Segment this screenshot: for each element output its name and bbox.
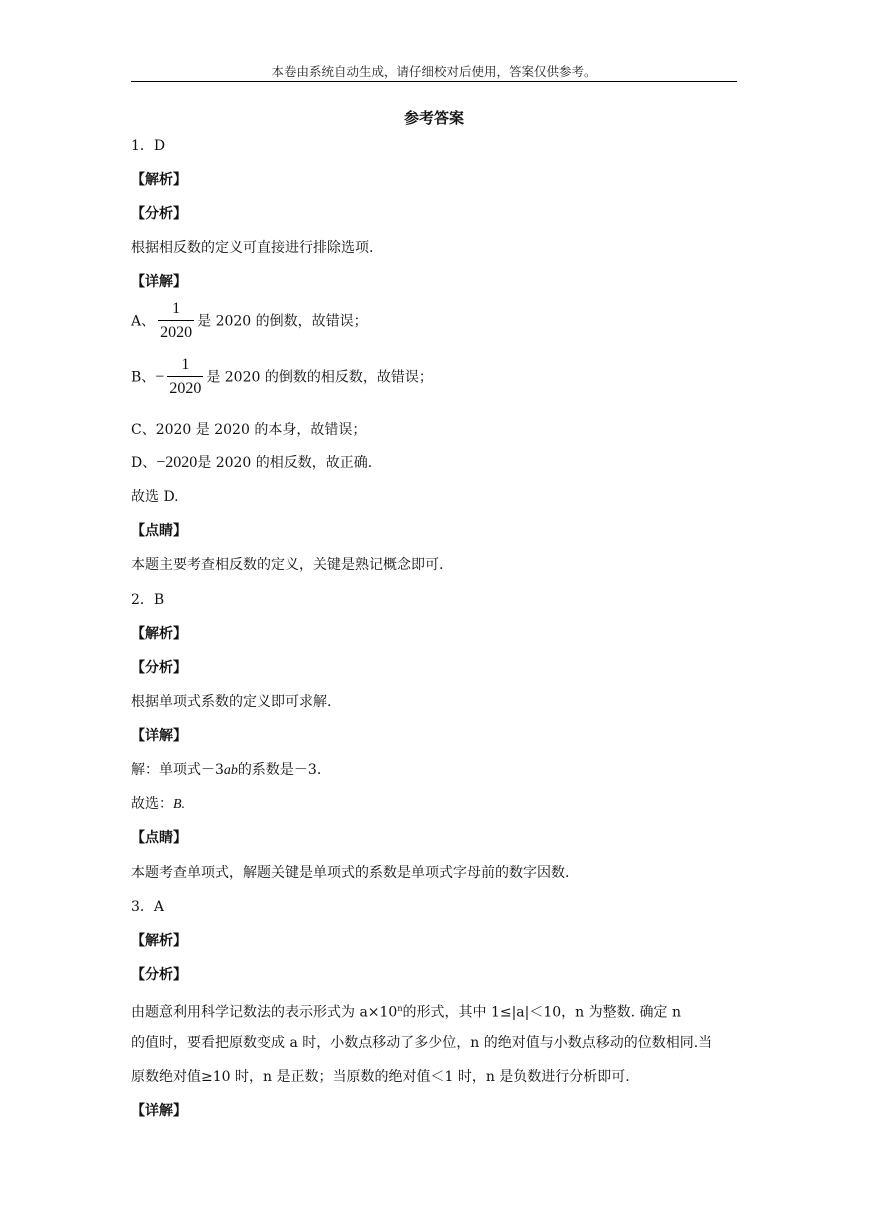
q1-option-b-fraction — [167, 354, 203, 401]
q1-option-d-prefix: D、 — [131, 455, 157, 471]
q2-analysis: 根据单项式系数的定义即可求解. — [131, 694, 332, 710]
q3-jiexi-tag: 【解析】 — [131, 933, 187, 949]
q1-option-a-text: 是 2020 的倒数，故错误； — [197, 313, 368, 330]
q2-summary: 本题考查单项式，解题关键是单项式的系数是单项式字母前的数字因数. — [131, 865, 570, 881]
q3-line1-exponent: n — [397, 1004, 403, 1013]
q1-fenxi-tag: 【分析】 — [131, 206, 187, 222]
q1-jiexi-tag: 【解析】 — [131, 172, 187, 188]
q1-option-a-denominator: 2020 — [158, 320, 194, 345]
q2-jiexi-tag: 【解析】 — [131, 626, 187, 642]
q2-solution — [131, 761, 321, 780]
q2-dianjing-tag: 【点睛】 — [131, 830, 187, 846]
q1-option-c: C、2020 是 2020 的本身，故错误； — [131, 422, 367, 438]
q1-option-a-numerator: 1 — [172, 300, 181, 317]
q1-summary: 本题主要考查相反数的定义，关键是熟记概念即可. — [131, 557, 444, 573]
q3-fenxi-tag: 【分析】 — [131, 967, 187, 983]
q1-option-d-math: −2020 — [156, 454, 198, 471]
q2-xiangjie-tag: 【详解】 — [131, 728, 187, 744]
q1-option-d — [131, 454, 372, 472]
q3-analysis-line-2: 的值时，要看把原数变成 a 时，小数点移动了多少位，n 的绝对值与小数点移动的位数相同.当 — [131, 1035, 713, 1051]
q1-option-b-numerator: 1 — [181, 356, 190, 373]
q3-answer: 3．A — [131, 899, 165, 915]
page-header-note: 本卷由系统自动生成，请仔细校对后使用，答案仅供参考。 — [271, 64, 597, 79]
q1-option-a — [131, 298, 368, 345]
header-rule — [131, 81, 737, 82]
q1-option-b — [131, 354, 433, 401]
q1-option-b-denominator: 2020 — [167, 376, 203, 401]
q2-fenxi-tag: 【分析】 — [131, 660, 187, 676]
q2-choice-prefix: 故选： — [131, 796, 173, 812]
q3-analysis-line-1 — [131, 1000, 681, 1022]
page-title: 参考答案 — [403, 109, 464, 127]
q2-choice — [131, 795, 185, 814]
q1-dianjing-tag: 【点睛】 — [131, 523, 187, 539]
q3-analysis-line-3: 原数绝对值≥10 时，n 是正数；当原数的绝对值＜1 时，n 是负数进行分析即可. — [131, 1069, 630, 1085]
q2-solution-suffix: 的系数是－3. — [237, 762, 322, 778]
q1-option-a-fraction — [158, 298, 194, 345]
q3-xiangjie-tag: 【详解】 — [131, 1103, 187, 1119]
q2-solution-prefix: 解：单项式－3 — [131, 762, 224, 778]
q1-answer: 1．D — [131, 138, 166, 154]
q1-option-b-text: 是 2020 的倒数的相反数，故错误； — [206, 369, 433, 386]
q1-choice: 故选 D. — [131, 489, 179, 505]
q2-answer: 2．B — [131, 592, 165, 608]
q1-analysis: 根据相反数的定义可直接进行排除选项. — [131, 240, 374, 256]
q2-solution-variable: ab — [223, 763, 238, 778]
q1-option-d-text: 是 2020 的相反数，故正确. — [197, 455, 373, 471]
q1-option-b-minus: − — [155, 368, 165, 386]
q3-line1-part-b: 的形式，其中 1≤|a|＜10，n 为整数. 确定 n — [402, 1004, 682, 1021]
q3-line1-part-a: 由题意利用科学记数法的表示形式为 a×10 — [131, 1004, 398, 1021]
q1-option-a-prefix: A、 — [131, 313, 156, 330]
q1-xiangjie-tag: 【详解】 — [131, 274, 187, 290]
q2-choice-letter: B. — [173, 797, 186, 812]
q1-option-b-prefix: B、 — [131, 369, 156, 386]
